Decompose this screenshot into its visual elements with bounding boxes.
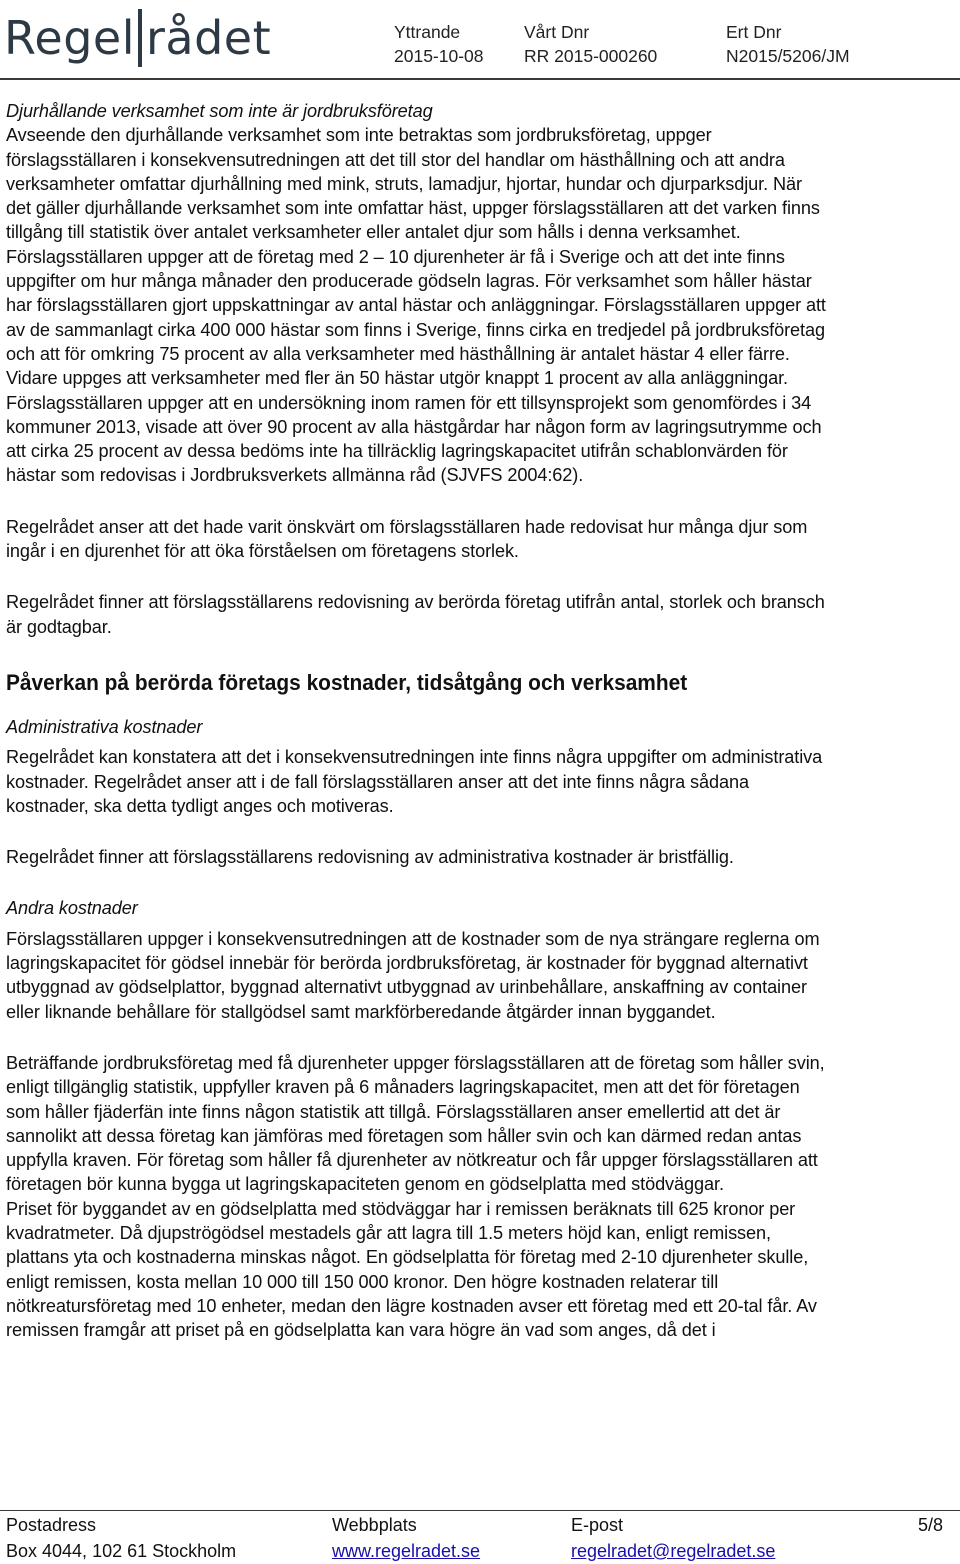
text-line: kvadratmeter. Då djupströgödsel mestadels går att lagra till 1.5 meters höjd kan, enligt remissen, — [6, 1222, 771, 1243]
text-line: uppgifter om hur många månader den producerade gödseln lagras. För verksamhet som håller hästar — [6, 271, 812, 292]
text-line: Förslagsställaren uppger att de företag med 2 – 10 djurenheter är få i Sverige och att det inte finns — [6, 246, 785, 267]
header-vart-dnr — [524, 20, 657, 68]
footer-epost — [571, 1512, 775, 1564]
text-line: har förslagsställaren gjort uppskattningar av antal hästar och anläggningar. Förslagsställaren uppger att — [6, 295, 826, 316]
text-line: det gäller djurhållande verksamhet som inte omfattar häst, uppger förslagsställaren att det varken finns — [6, 198, 820, 219]
header-label: Yttrande — [394, 22, 461, 42]
header-divider — [0, 78, 960, 80]
paragraph-7 — [6, 1051, 956, 1343]
header-value: 2015-10-08 — [394, 46, 484, 66]
text-line: sannolikt att dessa företag kan jämföras med företagen som håller svin och kan därmed redan antas — [6, 1125, 802, 1146]
paragraph-2 — [6, 515, 956, 564]
paragraph-3 — [6, 590, 956, 639]
header-value: RR 2015-000260 — [524, 46, 658, 66]
text-line: remissen framgår att priset på en gödselplatta kan vara högre än vad som anges, då det i — [6, 1320, 716, 1341]
text-line: lagringskapacitet för gödsel innebär för berörda jordbruksföretag, är kostnader för byggnad alternativt — [6, 953, 808, 974]
text-line: enligt tillgänglig statistik, uppfyller kraven på 6 månaders lagringskapacitet, men att det för företagen — [6, 1077, 800, 1098]
text-line: verksamheter omfattar djurhållning med mink, struts, lamadjur, hjortar, hundar och djurparksdjur. När — [6, 173, 802, 194]
section-heading: Påverkan på berörda företags kostnader, tidsåtgång och verksamhet — [6, 669, 688, 695]
footer-value: Box 4044, 102 61 Stockholm — [6, 1541, 237, 1561]
text-line: uppfylla kraven. För företag som håller få djurenheter av nötkreatur och får uppger förslagsställaren att — [6, 1150, 818, 1171]
footer-label: Postadress — [6, 1515, 97, 1535]
footer-webbplats — [332, 1512, 480, 1564]
text-line: kostnader, ska detta tydligt anges och motiveras. — [6, 795, 394, 816]
paragraph-5: Regelrådet finner att förslagsställarens redovisning av administrativa kostnader är bristfällig. — [6, 847, 734, 868]
text-line: företagen bör kunna bygga ut lagringskapaciteten genom en gödselplatta med stödväggar. — [6, 1174, 724, 1195]
text-line: tillgång till statistik över antalet verksamheter eller antalet djur som hålls i denna verksamhet. — [6, 222, 741, 243]
text-line: kommuner 2013, visade att över 90 procent av alla hästgårdar har någon form av lagringsutrymme och — [6, 416, 822, 437]
text-line: Förslagsställaren uppger i konsekvensutredningen att de kostnader som de nya strängare reglerna om — [6, 928, 820, 949]
text-line: utbyggnad av gödselplattor, byggnad alternativt utbyggnad av urinbehållare, anskaffning av container — [6, 977, 807, 998]
paragraph-4 — [6, 745, 956, 818]
header-ert-dnr — [726, 20, 850, 68]
text-line: Beträffande jordbruksföretag med få djurenheter uppger förslagsställaren att de företag som håller svin, — [6, 1052, 825, 1073]
header-yttrande — [394, 20, 484, 68]
text-line: av de sammanlagt cirka 400 000 hästar som finns i Sverige, finns cirka en tredjedel på jordbruksföretag — [6, 319, 825, 340]
text-line: Förslagsställaren uppger att en undersökning inom ramen för ett tillsynsprojekt som genomfördes i 34 — [6, 392, 812, 413]
footer-label: Webbplats — [332, 1515, 417, 1535]
text-line: kostnader. Regelrådet anser att i de fall förslagsställaren anser att det inte finns några sådana — [6, 771, 749, 792]
website-link[interactable]: www.regelradet.se — [332, 1541, 481, 1561]
footer-divider — [0, 1510, 960, 1511]
text-line: förslagsställaren i konsekvensutredningen att det till stor del handlar om hästhållning och att andra — [6, 149, 785, 170]
text-line: Regelrådet finner att förslagsställarens redovisning av berörda företag utifrån antal, storlek och bransch — [6, 592, 825, 613]
header-value: N2015/5206/JM — [726, 46, 850, 66]
subheading-andra: Andra kostnader — [6, 898, 138, 919]
text-line: Regelrådet kan konstatera att det i konsekvensutredningen inte finns några uppgifter om administrativa — [6, 747, 823, 768]
text-line: Regelrådet anser att det hade varit önskvärt om förslagsställaren hade redovisat hur många djur som — [6, 516, 808, 537]
text-line: enligt remissen, kosta mellan 10 000 till 150 000 kronor. Den högre kostnaden relaterar till — [6, 1271, 719, 1292]
text-line: ingår i en djurenhet för att öka förståelsen om företagens storlek. — [6, 541, 519, 562]
text-line: nötkreatursföretag med 10 enheter, medan den lägre kostnaden avser ett företag med ett 20-tal får. Av — [6, 1295, 817, 1316]
logo-text-right: rådet — [145, 11, 272, 65]
subheading-administrativa: Administrativa kostnader — [6, 716, 203, 737]
text-line: eller liknande behållare för stallgödsel samt markförberedande åtgärder innan byggandet. — [6, 1001, 716, 1022]
page-number: 5/8 — [918, 1515, 944, 1535]
logo-text-left: Regel — [4, 11, 135, 65]
text-line: Vidare uppges att verksamheter med fler än 50 hästar utgör knappt 1 procent av alla anläggningar. — [6, 368, 789, 389]
paragraph-1 — [6, 123, 956, 487]
text-line: och att för omkring 75 procent av alla verksamheter med hästhållning är antalet hästar 4 eller färre. — [6, 343, 790, 364]
text-line: plattans yta och kostnaderna minskas något. En gödselplatta för företag med 2-10 djurenheter skulle, — [6, 1247, 809, 1268]
text-line: som håller fjäderfän inte finns någon statistik att tillgå. Förslagsställaren anser emellertid att det är — [6, 1101, 781, 1122]
logo-divider — [138, 9, 142, 67]
text-line: att cirka 25 procent av dessa bedöms inte ha tillräcklig lagringskapacitet utifrån schablonvärden för — [6, 441, 788, 462]
text-line: Avseende den djurhållande verksamhet som inte betraktas som jordbruksföretag, uppger — [6, 125, 712, 146]
paragraph-6 — [6, 927, 956, 1024]
text-line: är godtagbar. — [6, 616, 112, 637]
footer-postadress — [6, 1512, 236, 1564]
text-line: hästar som redovisas i Jordbruksverkets allmänna råd (SJVFS 2004:62). — [6, 465, 584, 486]
text-line: Priset för byggandet av en gödselplatta med stödväggar har i remissen beräknats till 625 kronor per — [6, 1198, 796, 1219]
section-title: Djurhållande verksamhet som inte är jordbruksföretag — [6, 101, 433, 121]
header-label: Vårt Dnr — [524, 22, 590, 42]
header-label: Ert Dnr — [726, 22, 782, 42]
email-link[interactable]: regelradet@regelradet.se — [571, 1541, 776, 1561]
footer-label: E-post — [571, 1515, 624, 1535]
document-body — [6, 99, 956, 1342]
regelradet-logo — [4, 2, 271, 74]
